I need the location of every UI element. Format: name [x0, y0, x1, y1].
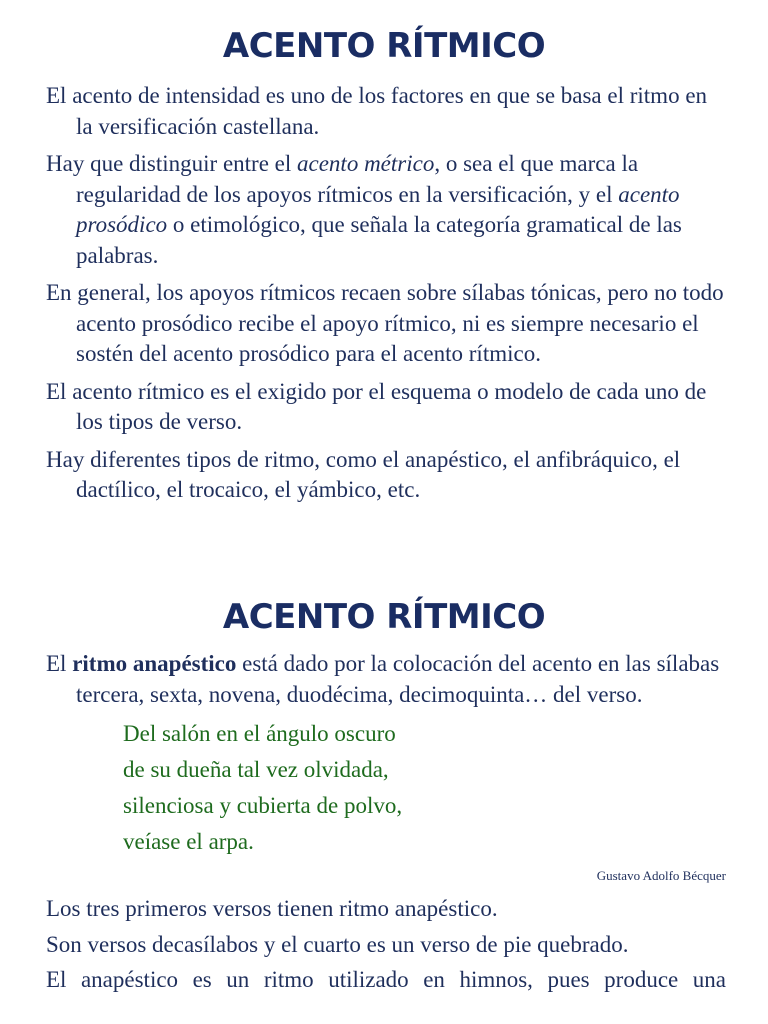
slide-2-body — [46, 649, 726, 1001]
slide-1-body — [46, 81, 726, 513]
paragraph-2-part-c: o etimológico, que señala la categoría gramatical de las palabras. — [76, 212, 682, 268]
poem-verse: silenciosa y cubierta de polvo, — [123, 793, 403, 818]
paragraph-2-part-b: , o sea el que marca la regularidad de los apoyos rítmicos en la versificación, y el — [76, 151, 639, 207]
paragraph-5: Hay diferentes tipos de ritmo, como el anapéstico, el anfibráquico, el dactílico, el trocaico, el yámbico, etc. — [46, 446, 681, 502]
poem-verse: Del salón en el ángulo oscuro — [123, 721, 396, 746]
paragraph-2 — [46, 149, 726, 271]
poem-verse: veíase el arpa. — [123, 829, 254, 854]
intro-paragraph — [46, 649, 726, 710]
line-1: Los tres primeros versos tienen ritmo anapéstico. — [46, 896, 498, 921]
term-acento-prosodico: acento prosódico — [76, 181, 680, 237]
line-2: Son versos decasílabos y el cuarto es un verso de pie quebrado. — [46, 931, 629, 957]
poem-verse: de su dueña tal vez olvidada, — [123, 757, 389, 782]
paragraph-3: En general, los apoyos rítmicos recaen sobre sílabas tónicas, pero no todo acento prosódico recibe el apoyo rítmico, ni es siempre necesario el sostén del acento prosódico para el acento rítmico. — [46, 280, 724, 366]
poem — [123, 716, 726, 860]
paragraph-4: El acento rítmico es el exigido por el esquema o modelo de cada uno de los tipos de verso. — [46, 378, 707, 434]
slide-2-title: ACENTO RÍTMICO — [222, 597, 546, 637]
term-acento-metrico: acento métrico — [297, 151, 435, 176]
intro-part-b: está dado por la colocación del acento en las sílabas tercera, sexta, novena, duodécima, decimoquinta… del verso. — [76, 651, 720, 707]
paragraph-1: El acento de intensidad es uno de los factores en que se basa el ritmo en la versificación castellana. — [46, 83, 708, 139]
slide-1-title: ACENTO RÍTMICO — [222, 26, 546, 66]
paragraph-2-part-a: Hay que distinguir entre el — [46, 151, 298, 176]
poem-author: Gustavo Adolfo Bécquer — [596, 868, 726, 883]
line-3: El anapéstico es un ritmo utilizado en himnos, pues produce una — [46, 967, 726, 992]
intro-part-a: El — [46, 651, 73, 676]
term-ritmo-anapestico: ritmo anapéstico — [72, 651, 237, 676]
